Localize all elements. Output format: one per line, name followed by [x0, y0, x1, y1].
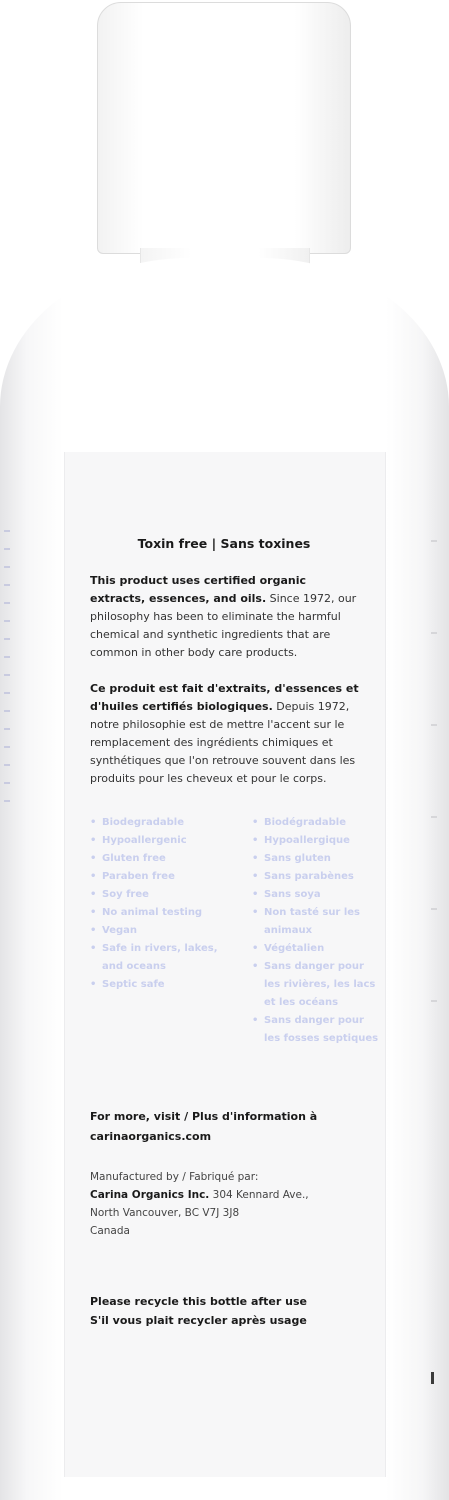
claim-item: • Soy free	[90, 886, 240, 904]
claim-item: • Biodégradable	[252, 814, 382, 832]
paragraph-english-text: Since 1972, our philosophy has been to eliminate the harmful chemical and synthetic ingredients that are common in other body care products.	[90, 592, 357, 659]
claim-item: • Biodegradable	[90, 814, 240, 832]
address-city: North Vancouver, BC V7J 3J8	[90, 1207, 240, 1219]
recycle-french: S'il vous plait recycler après usage	[90, 1314, 307, 1327]
manufactured-by: Manufactured by / Fabriqué par:	[90, 1171, 259, 1183]
claim-item: • Sans gluten	[252, 850, 382, 868]
paragraph-french	[90, 680, 360, 788]
claims-list-french	[252, 814, 382, 1048]
claim-item: • Hypoallergique	[252, 832, 382, 850]
recycle-notice	[90, 1292, 370, 1330]
label-wrap-right-edge	[431, 540, 441, 1140]
paragraph-french-text: Depuis 1972, notre philosophie est de mettre l'accent sur le remplacement des ingrédients chimiques et synthétiques que l'on retrouve souvent dans les produits pour les cheveux et pour le corps.	[90, 700, 356, 785]
paragraph-english-bold: This product uses certified organic extracts, essences, and oils.	[90, 574, 307, 605]
claim-item: • Sans parabènes	[252, 868, 382, 886]
claim-item: • Hypoallergenic	[90, 832, 240, 850]
claim-item: • Septic safe	[90, 976, 240, 994]
company-name: Carina Organics Inc.	[90, 1189, 210, 1201]
claim-item: • Sans danger pour les fosses septiques	[252, 1012, 382, 1048]
claim-item: • Vegan	[90, 922, 240, 940]
bottle-cap	[97, 2, 351, 254]
claim-item: • No animal testing	[90, 904, 240, 922]
claim-item: • Sans soya	[252, 886, 382, 904]
label-heading: Toxin free | Sans toxines	[137, 536, 311, 551]
manufacturer-info	[90, 1168, 370, 1240]
paragraph-french-bold: Ce produit est fait d'extraits, d'essences et d'huiles certifiés biologiques.	[90, 682, 359, 713]
more-info-line: For more, visit / Plus d'information à	[90, 1110, 318, 1123]
claim-item: • Végétalien	[252, 940, 382, 958]
website-link: carinaorganics.com	[90, 1130, 212, 1143]
claim-item: • Non tasté sur les animaux	[252, 904, 382, 940]
claim-item: • Paraben free	[90, 868, 240, 886]
recycle-english: Please recycle this bottle after use	[90, 1295, 307, 1308]
address-street: 304 Kennard Ave.,	[209, 1189, 309, 1201]
company-address-line	[90, 1186, 370, 1204]
paragraph-english	[90, 572, 360, 662]
claim-item: • Sans danger pour les rivières, les lacs et les océans	[252, 958, 382, 1012]
claims-list-english	[90, 814, 240, 994]
address-country: Canada	[90, 1225, 130, 1237]
label-wrap-left-edge	[4, 530, 12, 1050]
claim-item: • Safe in rivers, lakes, and oceans	[90, 940, 240, 976]
claim-item: • Gluten free	[90, 850, 240, 868]
side-mark	[431, 1372, 434, 1384]
more-info	[90, 1107, 370, 1147]
